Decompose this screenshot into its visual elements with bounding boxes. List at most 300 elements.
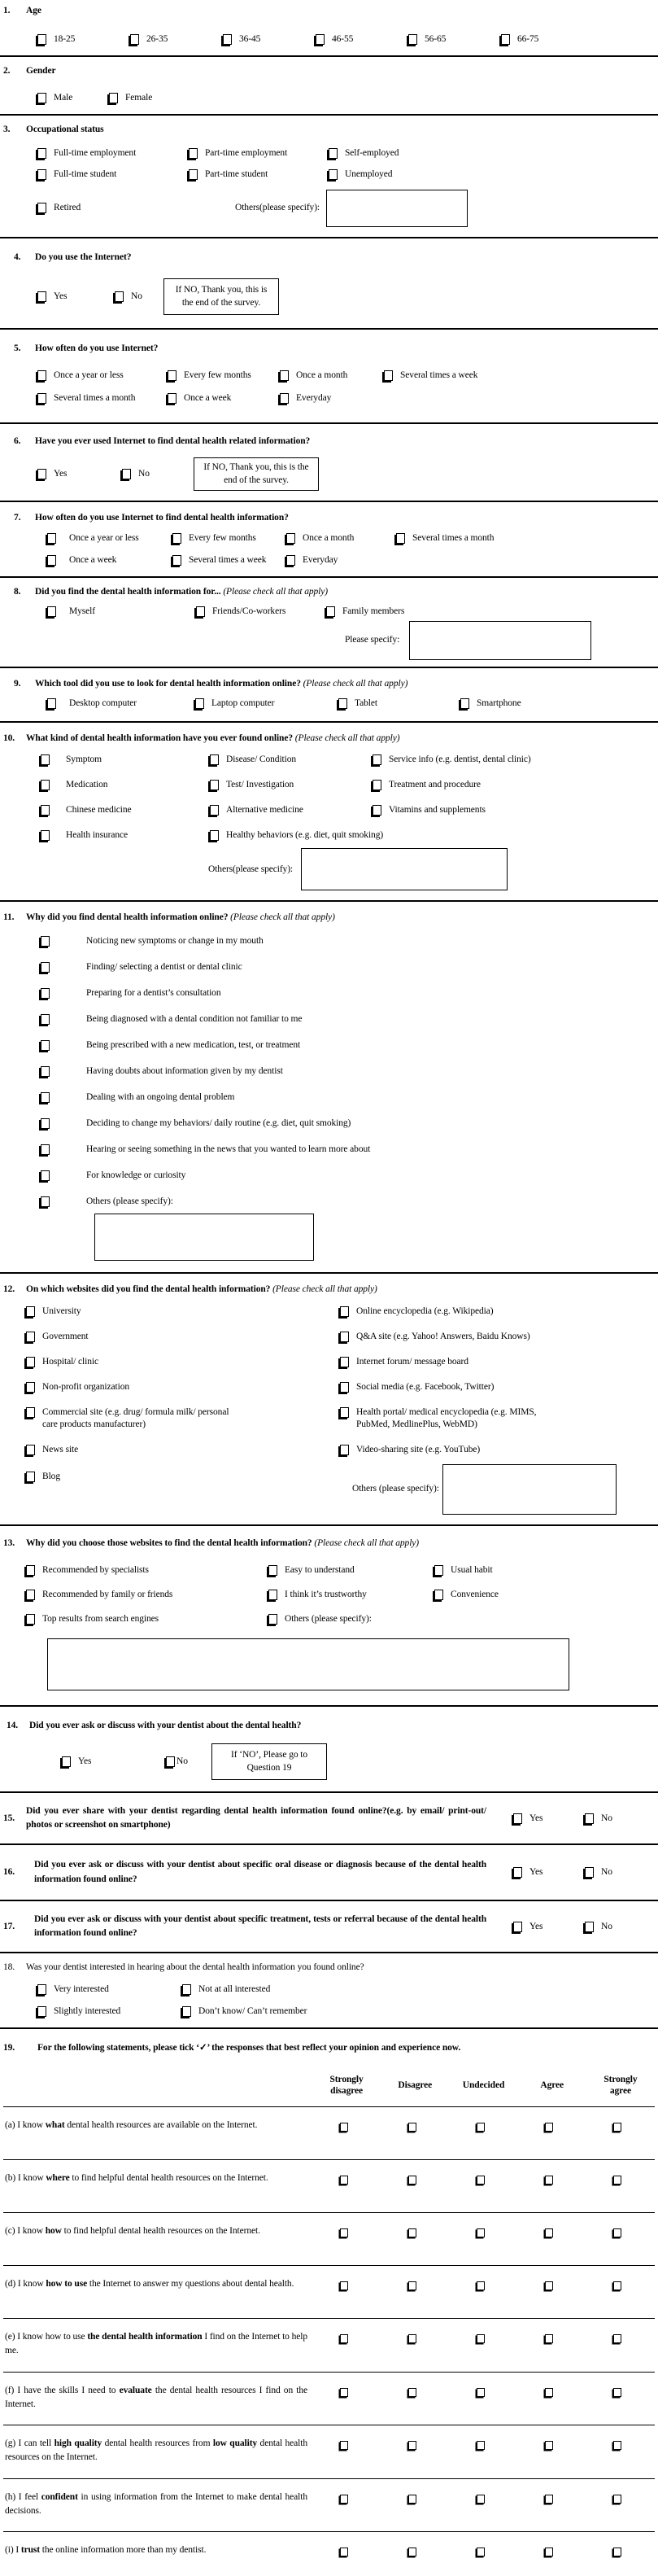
checkbox-option[interactable] — [36, 392, 166, 405]
checkbox-option[interactable] — [338, 1331, 655, 1343]
checkbox[interactable] — [545, 2123, 553, 2132]
checkbox[interactable] — [182, 2006, 191, 2017]
likert-checkbox-cell[interactable] — [518, 2171, 586, 2199]
checkbox-option[interactable] — [327, 168, 392, 181]
checkbox[interactable] — [41, 1066, 50, 1077]
likert-checkbox-cell[interactable] — [381, 2437, 449, 2465]
checkbox-option[interactable] — [24, 1589, 267, 1601]
checkbox[interactable] — [268, 1565, 277, 1576]
checkbox[interactable] — [268, 1614, 277, 1625]
checkbox-option[interactable] — [113, 291, 163, 303]
checkbox-option[interactable] — [371, 779, 481, 791]
checkbox[interactable] — [326, 606, 335, 617]
checkbox-option[interactable] — [459, 698, 521, 710]
checkbox[interactable] — [26, 1382, 35, 1393]
likert-checkbox-cell[interactable] — [449, 2543, 517, 2571]
checkbox[interactable] — [477, 2281, 485, 2290]
checkbox[interactable] — [340, 1332, 349, 1342]
checkbox[interactable] — [37, 393, 46, 404]
checkbox[interactable] — [613, 2123, 621, 2132]
likert-checkbox-cell[interactable] — [586, 2330, 655, 2359]
checkbox-option[interactable] — [36, 202, 198, 214]
option-label: Tablet — [355, 698, 377, 708]
checkbox-option[interactable] — [3, 1144, 655, 1156]
checkbox-option[interactable] — [46, 606, 194, 618]
likert-checkbox-cell[interactable] — [449, 2277, 517, 2305]
likert-checkbox-cell[interactable] — [381, 2384, 449, 2412]
likert-checkbox-cell[interactable] — [518, 2330, 586, 2359]
likert-checkbox-cell[interactable] — [449, 2384, 517, 2412]
checkbox[interactable] — [37, 291, 46, 302]
checkbox[interactable] — [340, 1382, 349, 1393]
checkbox[interactable] — [545, 2228, 553, 2237]
checkbox[interactable] — [477, 2548, 485, 2556]
checkbox-option[interactable] — [512, 1921, 583, 1933]
checkbox-option[interactable] — [583, 1921, 655, 1933]
checkbox[interactable] — [434, 1565, 443, 1576]
checkbox-option[interactable] — [3, 1065, 655, 1078]
checkbox[interactable] — [37, 469, 46, 479]
checkbox[interactable] — [168, 393, 176, 404]
checkbox[interactable] — [613, 2228, 621, 2237]
checkbox[interactable] — [47, 533, 56, 544]
checkbox[interactable] — [477, 2228, 485, 2237]
checkbox[interactable] — [340, 2281, 348, 2290]
checkbox-option[interactable] — [3, 1039, 655, 1052]
checkbox-option[interactable] — [327, 147, 399, 160]
checkbox[interactable] — [408, 2228, 416, 2237]
checkbox[interactable] — [172, 533, 181, 544]
checkbox[interactable] — [37, 1984, 46, 1995]
checkbox[interactable] — [340, 1306, 349, 1317]
checkbox[interactable] — [41, 1040, 50, 1051]
others-input-box[interactable] — [47, 1638, 569, 1690]
checkbox-option[interactable] — [278, 392, 331, 405]
likert-checkbox-cell[interactable] — [312, 2330, 381, 2359]
checkbox[interactable] — [41, 1014, 50, 1025]
checkbox[interactable] — [408, 2548, 416, 2556]
checkbox[interactable] — [373, 805, 381, 816]
checkbox[interactable] — [613, 2334, 621, 2343]
checkbox-option[interactable] — [337, 698, 459, 710]
checkbox-option[interactable] — [24, 1356, 338, 1368]
checkbox[interactable] — [196, 606, 205, 617]
others-input-box[interactable] — [326, 190, 468, 227]
checkbox[interactable] — [373, 780, 381, 790]
checkbox-option[interactable] — [208, 829, 383, 842]
checkbox-option[interactable] — [166, 370, 278, 382]
likert-checkbox-cell[interactable] — [518, 2277, 586, 2305]
checkbox-option[interactable] — [129, 33, 221, 46]
likert-checkbox-cell[interactable] — [449, 2437, 517, 2465]
checkbox[interactable] — [373, 754, 381, 765]
checkbox[interactable] — [47, 555, 56, 566]
checkbox[interactable] — [477, 2334, 485, 2343]
checkbox[interactable] — [41, 1144, 50, 1155]
checkbox-option[interactable] — [36, 468, 120, 480]
question-title: On which websites did you find the dental health information? (Please check all that apply) — [26, 1284, 377, 1295]
checkbox-option[interactable] — [46, 532, 171, 545]
checkbox-option[interactable] — [285, 554, 338, 566]
checkbox[interactable] — [477, 2123, 485, 2132]
checkbox[interactable] — [340, 2441, 348, 2450]
checkbox-option[interactable] — [267, 1613, 372, 1625]
checkbox[interactable] — [613, 2495, 621, 2504]
checkbox-option[interactable] — [24, 1406, 338, 1431]
checkbox[interactable] — [613, 2281, 621, 2290]
checkbox-option[interactable] — [3, 961, 655, 973]
checkbox-option[interactable] — [208, 804, 371, 816]
checkbox-option[interactable] — [36, 33, 129, 46]
checkbox-option[interactable] — [208, 779, 371, 791]
checkbox[interactable] — [122, 469, 131, 479]
checkbox[interactable] — [316, 34, 325, 45]
checkbox[interactable] — [189, 169, 198, 180]
checkbox[interactable] — [477, 2388, 485, 2397]
checkbox[interactable] — [329, 169, 338, 180]
checkbox[interactable] — [130, 34, 139, 45]
checkbox[interactable] — [37, 203, 46, 213]
no-checkbox[interactable] — [585, 1813, 594, 1824]
checkbox[interactable] — [408, 2334, 416, 2343]
checkbox[interactable] — [26, 1472, 35, 1482]
checkbox[interactable] — [286, 533, 295, 544]
likert-checkbox-cell[interactable] — [586, 2437, 655, 2465]
question-title: Do you use the Internet? — [35, 251, 132, 262]
checkbox-option[interactable] — [583, 1866, 655, 1878]
checkbox-option[interactable] — [36, 1983, 181, 1996]
checkbox-option[interactable] — [39, 804, 208, 816]
checkbox[interactable] — [340, 2548, 348, 2556]
checkbox-option[interactable] — [3, 1091, 655, 1104]
checkbox[interactable] — [340, 2388, 348, 2397]
likert-checkbox-cell[interactable] — [312, 2224, 381, 2252]
checkbox-option[interactable] — [36, 370, 166, 382]
likert-checkbox-cell[interactable] — [518, 2384, 586, 2412]
checkbox[interactable] — [26, 1357, 35, 1367]
checkbox[interactable] — [408, 34, 417, 45]
checkbox-option[interactable] — [24, 1381, 338, 1393]
checkbox[interactable] — [195, 698, 204, 709]
checkbox-option[interactable] — [187, 147, 327, 160]
question-2-gender — [0, 57, 658, 116]
checkbox[interactable] — [613, 2441, 621, 2450]
checkbox[interactable] — [210, 754, 219, 765]
checkbox-option[interactable] — [433, 1564, 493, 1577]
others-input-box[interactable] — [301, 848, 508, 890]
checkbox-option[interactable] — [181, 1983, 270, 1996]
checkbox[interactable] — [545, 2281, 553, 2290]
checkbox[interactable] — [340, 2334, 348, 2343]
checkbox[interactable] — [109, 93, 118, 103]
likert-checkbox-cell[interactable] — [312, 2437, 381, 2465]
checkbox-option[interactable] — [499, 33, 538, 46]
checkbox-option[interactable] — [39, 829, 208, 842]
checkbox[interactable] — [545, 2388, 553, 2397]
yes-checkbox[interactable] — [513, 1813, 522, 1824]
checkbox[interactable] — [340, 2123, 348, 2132]
likert-checkbox-cell[interactable] — [312, 2491, 381, 2519]
checkbox[interactable] — [545, 2176, 553, 2185]
checkbox[interactable] — [384, 370, 393, 381]
checkbox[interactable] — [41, 1196, 50, 1207]
checkbox-option[interactable] — [371, 804, 486, 816]
checkbox-option[interactable] — [285, 532, 394, 545]
option-label: Online encyclopedia (e.g. Wikipedia) — [356, 1306, 494, 1317]
checkbox[interactable] — [477, 2441, 485, 2450]
checkbox-option[interactable] — [267, 1589, 433, 1601]
checkbox[interactable] — [37, 34, 46, 45]
no-checkbox[interactable] — [585, 1922, 594, 1932]
likert-checkbox-cell[interactable] — [518, 2543, 586, 2571]
likert-checkbox-cell[interactable] — [381, 2330, 449, 2359]
option-label: Others (please specify): — [285, 1613, 372, 1624]
checkbox[interactable] — [41, 936, 50, 947]
checkbox-option[interactable] — [171, 554, 285, 566]
others-input-box[interactable] — [94, 1214, 314, 1261]
likert-checkbox-cell[interactable] — [586, 2491, 655, 2519]
checkbox[interactable] — [501, 34, 510, 45]
checkbox[interactable] — [41, 988, 50, 999]
checkbox[interactable] — [37, 370, 46, 381]
checkbox-option[interactable] — [338, 1406, 655, 1431]
likert-checkbox-cell[interactable] — [586, 2543, 655, 2571]
question-number: 10. — [3, 733, 15, 743]
checkbox[interactable] — [41, 1170, 50, 1181]
checkbox-option[interactable] — [24, 1471, 338, 1483]
specify-input-box[interactable] — [409, 621, 591, 660]
checkbox-option[interactable] — [338, 1305, 655, 1318]
checkbox-option[interactable] — [36, 92, 107, 104]
checkbox[interactable] — [41, 1092, 50, 1103]
likert-checkbox-cell[interactable] — [381, 2171, 449, 2199]
likert-checkbox-cell[interactable] — [381, 2491, 449, 2519]
option-label: Once a year or less — [54, 370, 124, 380]
option-label: Social media (e.g. Facebook, Twitter) — [356, 1382, 495, 1393]
checkbox-option[interactable] — [36, 168, 187, 181]
likert-checkbox-cell[interactable] — [586, 2384, 655, 2412]
others-input-box[interactable] — [442, 1464, 617, 1515]
checkbox[interactable] — [26, 1445, 35, 1455]
checkbox[interactable] — [340, 2228, 348, 2237]
checkbox[interactable] — [434, 1590, 443, 1600]
checkbox[interactable] — [460, 698, 469, 709]
checkbox[interactable] — [268, 1590, 277, 1600]
checkbox-option[interactable] — [24, 1613, 267, 1625]
checkbox[interactable] — [166, 1756, 175, 1767]
checkbox-option[interactable] — [3, 1117, 655, 1130]
likert-checkbox-cell[interactable] — [518, 2119, 586, 2146]
checkbox-option[interactable] — [194, 606, 325, 618]
option-label: Full-time employment — [54, 147, 137, 158]
checkbox[interactable] — [396, 533, 405, 544]
checkbox[interactable] — [41, 780, 50, 790]
checkbox[interactable] — [340, 1407, 349, 1418]
checkbox-option[interactable] — [36, 147, 187, 160]
checkbox-option[interactable] — [39, 779, 208, 791]
checkbox-option[interactable] — [338, 1444, 655, 1456]
checkbox[interactable] — [408, 2281, 416, 2290]
checkbox-option[interactable] — [24, 1331, 338, 1343]
checkbox[interactable] — [47, 606, 56, 617]
question-number: 13. — [3, 1537, 15, 1548]
checkbox[interactable] — [613, 2176, 621, 2185]
checkbox[interactable] — [613, 2548, 621, 2556]
checkbox[interactable] — [338, 698, 347, 709]
checkbox-option[interactable] — [338, 1356, 655, 1368]
checkbox[interactable] — [41, 754, 50, 765]
checkbox-option[interactable] — [267, 1564, 433, 1577]
likert-checkbox-cell[interactable] — [312, 2171, 381, 2199]
checkbox[interactable] — [41, 962, 50, 973]
checkbox-option[interactable] — [120, 468, 194, 480]
checkbox[interactable] — [26, 1614, 35, 1625]
checkbox[interactable] — [280, 393, 289, 404]
checkbox[interactable] — [210, 805, 219, 816]
checkbox[interactable] — [408, 2176, 416, 2185]
checkbox-option[interactable] — [221, 33, 314, 46]
checkbox[interactable] — [408, 2388, 416, 2397]
yes-checkbox[interactable] — [513, 1922, 522, 1932]
checkbox-option[interactable] — [338, 1381, 655, 1393]
checkbox[interactable] — [329, 148, 338, 159]
checkbox[interactable] — [408, 2495, 416, 2504]
checkbox[interactable] — [340, 2176, 348, 2185]
checkbox-option[interactable] — [208, 754, 371, 766]
checkbox[interactable] — [26, 1590, 35, 1600]
checkbox-option[interactable] — [583, 1813, 655, 1825]
checkbox[interactable] — [26, 1332, 35, 1342]
checkbox-option[interactable] — [187, 168, 327, 181]
checkbox-option[interactable] — [3, 935, 655, 947]
checkbox-option[interactable] — [24, 1444, 338, 1456]
checkbox-option[interactable] — [36, 2005, 181, 2018]
likert-checkbox-cell[interactable] — [518, 2437, 586, 2465]
checkbox[interactable] — [62, 1756, 71, 1767]
checkbox-option[interactable] — [382, 370, 477, 382]
checkbox-option[interactable] — [181, 2005, 307, 2018]
checkbox-option[interactable] — [3, 1196, 655, 1208]
checkbox-option[interactable] — [46, 698, 194, 710]
checkbox[interactable] — [545, 2548, 553, 2556]
likert-checkbox-cell[interactable] — [586, 2119, 655, 2146]
checkbox-option[interactable] — [36, 291, 113, 303]
question-title: Was your dentist interested in hearing about the dental health information you found online? — [26, 1962, 364, 1973]
checkbox[interactable] — [340, 1445, 349, 1455]
checkbox[interactable] — [408, 2441, 416, 2450]
likert-checkbox-cell[interactable] — [381, 2543, 449, 2571]
checkbox[interactable] — [26, 1407, 35, 1418]
checkbox[interactable] — [41, 830, 50, 841]
checkbox-option[interactable] — [512, 1866, 583, 1878]
likert-checkbox-cell[interactable] — [449, 2491, 517, 2519]
checkbox-option[interactable] — [512, 1813, 583, 1825]
likert-checkbox-cell[interactable] — [312, 2543, 381, 2571]
checkbox[interactable] — [37, 2006, 46, 2017]
checkbox[interactable] — [545, 2495, 553, 2504]
checkbox[interactable] — [26, 1565, 35, 1576]
checkbox[interactable] — [182, 1984, 191, 1995]
checkbox-option[interactable] — [24, 1305, 338, 1318]
question-19-likert — [0, 2029, 658, 2576]
checkbox-option[interactable] — [171, 532, 285, 545]
likert-checkbox-cell[interactable] — [586, 2171, 655, 2199]
checkbox[interactable] — [286, 555, 295, 566]
checkbox[interactable] — [408, 2123, 416, 2132]
checkbox-option[interactable] — [60, 1756, 164, 1768]
checkbox[interactable] — [172, 555, 181, 566]
likert-checkbox-cell[interactable] — [449, 2330, 517, 2359]
likert-checkbox-cell[interactable] — [312, 2277, 381, 2305]
checkbox[interactable] — [210, 830, 219, 841]
no-checkbox[interactable] — [585, 1867, 594, 1878]
checkbox[interactable] — [340, 2495, 348, 2504]
checkbox[interactable] — [340, 1357, 349, 1367]
checkbox[interactable] — [613, 2388, 621, 2397]
checkbox-option[interactable] — [166, 392, 278, 405]
checkbox[interactable] — [37, 93, 46, 103]
likert-checkbox-cell[interactable] — [586, 2277, 655, 2305]
checkbox[interactable] — [41, 805, 50, 816]
checkbox-option[interactable] — [371, 754, 531, 766]
checkbox-option[interactable] — [325, 606, 404, 618]
likert-checkbox-cell[interactable] — [449, 2224, 517, 2252]
checkbox-option[interactable] — [3, 1170, 655, 1182]
checkbox[interactable] — [168, 370, 176, 381]
likert-checkbox-cell[interactable] — [381, 2224, 449, 2252]
likert-checkbox-cell[interactable] — [381, 2119, 449, 2146]
checkbox[interactable] — [115, 291, 124, 302]
checkbox-option[interactable] — [107, 92, 152, 104]
checkbox[interactable] — [477, 2495, 485, 2504]
likert-checkbox-cell[interactable] — [586, 2224, 655, 2252]
likert-checkbox-cell[interactable] — [518, 2491, 586, 2519]
checkbox-option[interactable] — [314, 33, 407, 46]
checkbox-option[interactable] — [46, 554, 171, 566]
checkbox-option[interactable] — [433, 1589, 499, 1601]
checkbox[interactable] — [545, 2334, 553, 2343]
question-17-discuss-treatment — [0, 1901, 658, 1954]
checkbox[interactable] — [37, 148, 46, 159]
likert-checkbox-cell[interactable] — [449, 2171, 517, 2199]
checkbox-option[interactable] — [394, 532, 494, 545]
yes-checkbox[interactable] — [513, 1867, 522, 1878]
likert-checkbox-cell[interactable] — [312, 2384, 381, 2412]
checkbox-option[interactable] — [407, 33, 499, 46]
checkbox[interactable] — [280, 370, 289, 381]
checkbox[interactable] — [47, 698, 56, 709]
checkbox[interactable] — [477, 2176, 485, 2185]
checkbox[interactable] — [41, 1118, 50, 1129]
checkbox[interactable] — [545, 2441, 553, 2450]
checkbox[interactable] — [26, 1306, 35, 1317]
checkbox-option[interactable] — [194, 698, 337, 710]
checkbox-option[interactable] — [24, 1564, 267, 1577]
likert-checkbox-cell[interactable] — [518, 2224, 586, 2252]
checkbox-option[interactable] — [3, 987, 655, 999]
checkbox-option[interactable] — [278, 370, 382, 382]
likert-checkbox-cell[interactable] — [312, 2119, 381, 2146]
checkbox-option[interactable] — [3, 1013, 655, 1026]
checkbox-option[interactable] — [164, 1756, 211, 1768]
checkbox[interactable] — [189, 148, 198, 159]
likert-checkbox-cell[interactable] — [449, 2119, 517, 2146]
checkbox[interactable] — [223, 34, 232, 45]
likert-checkbox-cell[interactable] — [381, 2277, 449, 2305]
checkbox[interactable] — [210, 780, 219, 790]
checkbox[interactable] — [37, 169, 46, 180]
checkbox-option[interactable] — [39, 754, 208, 766]
